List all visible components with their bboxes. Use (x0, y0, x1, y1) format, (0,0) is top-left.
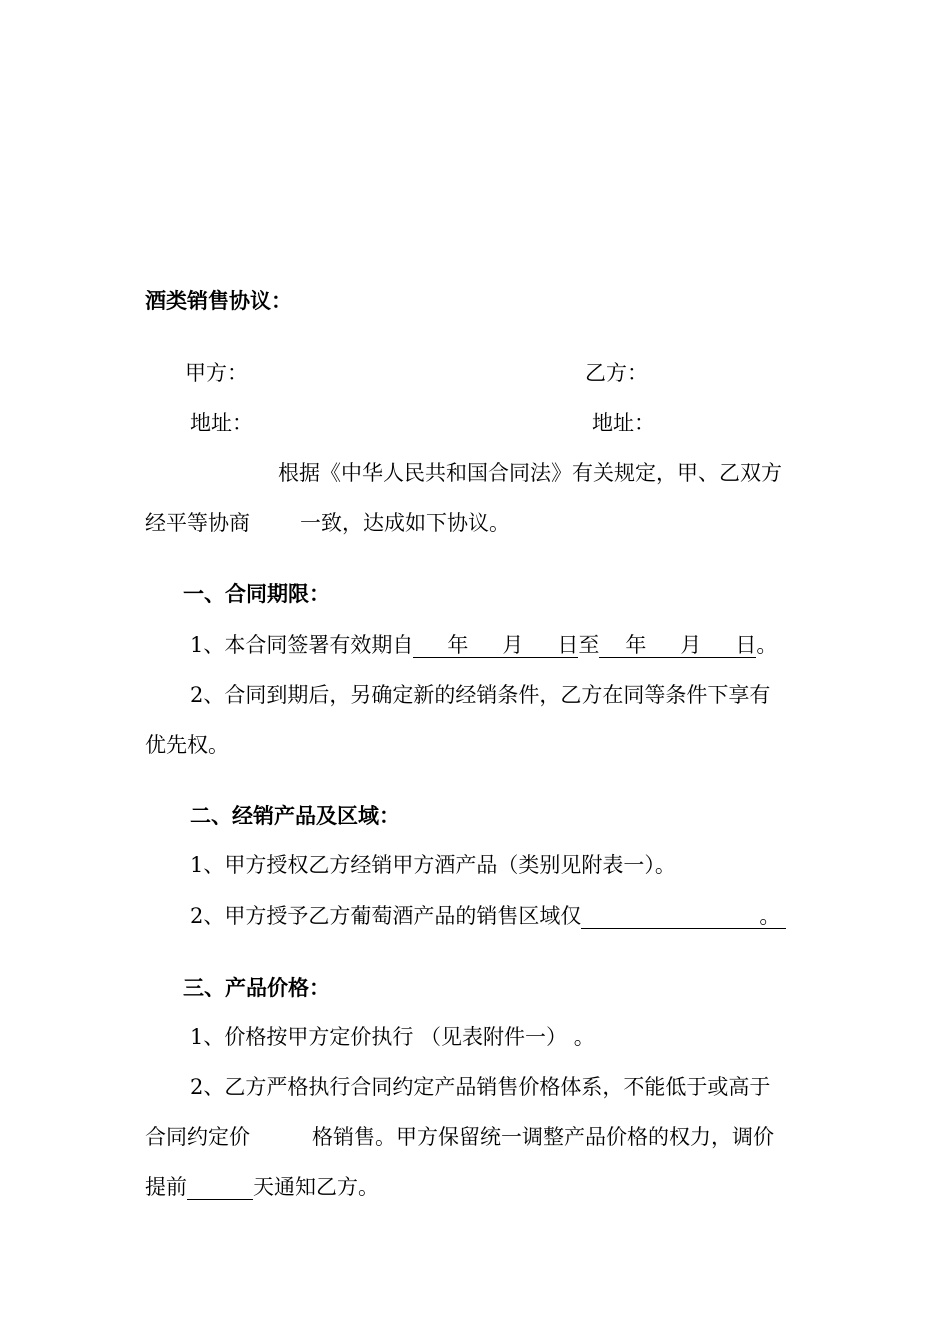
intro-line-2a: 经平等协商 (145, 511, 250, 535)
end-day: 日 (735, 633, 757, 657)
region-prefix: 2、甲方授予乙方葡萄酒产品的销售区域仅 (190, 904, 582, 928)
start-day: 日 (557, 633, 579, 657)
term-start-date (413, 633, 578, 658)
section-3-heading: 三、产品价格： (183, 976, 330, 1000)
notice-suffix: 天通知乙方。 (253, 1175, 379, 1199)
section-1-item-2-line-1: 2、合同到期后，另确定新的经销条件，乙方在同等条件下享有 (190, 683, 771, 707)
region-blank (581, 904, 786, 929)
term-end-date (599, 633, 756, 658)
party-a-label: 甲方： (185, 361, 248, 385)
term-prefix: 1、本合同签署有效期自 (190, 633, 414, 657)
notice-days-blank (187, 1175, 253, 1200)
end-month: 月 (680, 633, 702, 657)
intro-line-2b: 一致，达成如下协议。 (300, 511, 510, 535)
section-3-item-2-line-2b: 格销售。甲方保留统一调整产品价格的权力，调价 (312, 1125, 774, 1149)
section-2-heading: 二、经销产品及区域： (190, 804, 400, 828)
party-a-address-label: 地址： (190, 411, 253, 435)
term-to: 至 (578, 633, 600, 657)
section-1-item-1 (190, 631, 777, 659)
start-month: 月 (502, 633, 524, 657)
section-3-item-1: 1、价格按甲方定价执行 （见表附件一） 。 (190, 1025, 595, 1049)
section-1-heading: 一、合同期限： (183, 582, 330, 606)
start-year: 年 (447, 633, 469, 657)
section-3-item-2-line-3 (145, 1173, 379, 1201)
region-period: 。 (759, 904, 781, 928)
party-b-label: 乙方： (585, 361, 648, 385)
notice-prefix: 提前 (145, 1175, 187, 1199)
document-title: 酒类销售协议： (145, 289, 292, 313)
end-year: 年 (625, 633, 647, 657)
section-1-item-2-line-2: 优先权。 (145, 733, 229, 757)
section-2-item-1: 1、甲方授权乙方经销甲方酒产品（类别见附表一）。 (190, 853, 676, 877)
section-3-item-2-line-1: 2、乙方严格执行合同约定产品销售价格体系，不能低于或高于 (190, 1075, 771, 1099)
term-period: 。 (756, 633, 778, 657)
section-3-item-2-line-2a: 合同约定价 (145, 1125, 250, 1149)
intro-line-1: 根据《中华人民共和国合同法》有关规定，甲、乙双方 (278, 461, 782, 485)
party-b-address-label: 地址： (592, 411, 655, 435)
section-2-item-2 (190, 902, 786, 930)
